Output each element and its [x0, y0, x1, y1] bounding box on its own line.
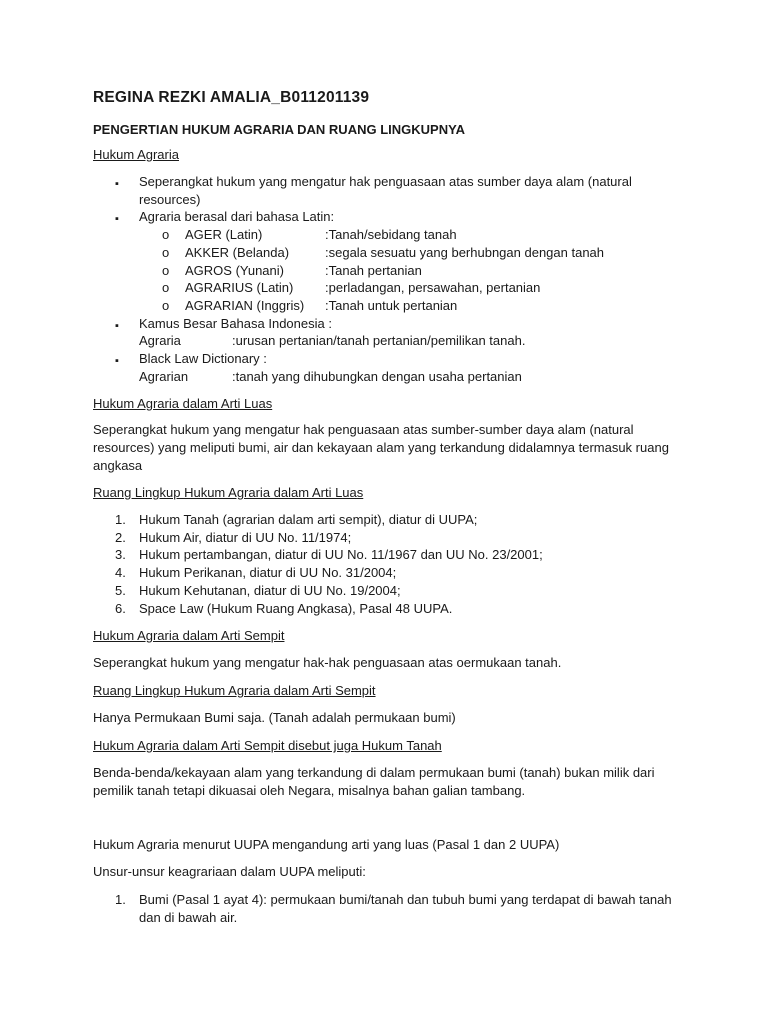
term-definition: :segala sesuatu yang berhubngan dengan tanah: [325, 245, 605, 260]
list-number: 1.: [115, 892, 126, 907]
bullet-text: Seperangkat hukum yang mengatur hak penguasaan atas sumber daya alam (natural: [139, 174, 632, 189]
kbbi-label: Kamus Besar Bahasa Indonesia :: [139, 316, 332, 331]
list-number: 6.: [115, 601, 126, 616]
paragraph-line: Seperangkat hukum yang mengatur hak-hak penguasaan atas oermukaan tanah.: [93, 655, 562, 670]
circle-bullet-icon: [162, 297, 169, 315]
section-heading-hukum-tanah: Hukum Agraria dalam Arti Sempit disebut juga Hukum Tanah: [93, 738, 442, 753]
list-number: 2.: [115, 530, 126, 545]
paragraph-line: pemilik tanah tetapi dikuasai oleh Negara, misalnya bahan galian tambang.: [93, 783, 526, 798]
term-name: AGRARIUS (Latin): [185, 280, 294, 295]
list-item: Bumi (Pasal 1 ayat 4): permukaan bumi/tanah dan tubuh bumi yang terdapat di bawah tanah: [139, 892, 672, 907]
bullet-text-continued: resources): [139, 192, 201, 207]
paragraph-line: Seperangkat hukum yang mengatur hak penguasaan atas sumber-sumber daya alam (natural: [93, 422, 634, 437]
term-definition: :Tanah/sebidang tanah: [325, 227, 457, 242]
document-subtitle: PENGERTIAN HUKUM AGRARIA DAN RUANG LINGKUPNYA: [93, 122, 465, 137]
section-heading-ruang-lingkup-luas: Ruang Lingkup Hukum Agraria dalam Arti Luas: [93, 485, 364, 500]
term-name: AGER (Latin): [185, 227, 263, 242]
section-heading-arti-sempit: Hukum Agraria dalam Arti Sempit: [93, 628, 285, 643]
document-title: REGINA REZKI AMALIA_B011201139: [93, 89, 370, 106]
black-law-term: Agrarian: [139, 369, 189, 384]
term-definition: :Tanah untuk pertanian: [325, 298, 458, 313]
paragraph-line: Hukum Agraria menurut UUPA mengandung arti yang luas (Pasal 1 dan 2 UUPA): [93, 837, 560, 852]
term-definition: :Tanah pertanian: [325, 263, 422, 278]
list-item: Space Law (Hukum Ruang Angkasa), Pasal 48 UUPA.: [139, 601, 453, 616]
kbbi-term: Agraria: [139, 333, 181, 348]
term-definition: :perladangan, persawahan, pertanian: [325, 280, 541, 295]
square-bullet-icon: [115, 175, 119, 193]
list-item: Hukum Kehutanan, diatur di UU No. 19/2004;: [139, 583, 401, 598]
list-item: Hukum Tanah (agrarian dalam arti sempit), diatur di UUPA;: [139, 512, 478, 527]
black-law-definition: :tanah yang dihubungkan dengan usaha pertanian: [232, 369, 522, 384]
list-item: Hukum Perikanan, diatur di UU No. 31/2004;: [139, 565, 397, 580]
section-heading-ruang-lingkup-sempit: Ruang Lingkup Hukum Agraria dalam Arti Sempit: [93, 683, 376, 698]
section-heading-hukum-agraria: Hukum Agraria: [93, 147, 179, 162]
term-name: AGROS (Yunani): [185, 263, 284, 278]
circle-bullet-icon: [162, 244, 169, 262]
list-item: Hukum Air, diatur di UU No. 11/1974;: [139, 530, 352, 545]
list-item: Hukum pertambangan, diatur di UU No. 11/1967 dan UU No. 23/2001;: [139, 547, 543, 562]
paragraph-line: resources) yang meliputi bumi, air dan kekayaan alam yang terkandung didalamnya termasuk ruang: [93, 440, 669, 455]
circle-bullet-icon: [162, 279, 169, 297]
circle-bullet-icon: [162, 226, 169, 244]
paragraph-line: angkasa: [93, 458, 143, 473]
list-number: 1.: [115, 512, 126, 527]
list-number: 4.: [115, 565, 126, 580]
bullet-text: Agraria berasal dari bahasa Latin:: [139, 209, 335, 224]
term-name: AKKER (Belanda): [185, 245, 290, 260]
kbbi-definition: :urusan pertanian/tanah pertanian/pemilikan tanah.: [232, 333, 526, 348]
square-bullet-icon: [115, 210, 119, 228]
section-heading-arti-luas: Hukum Agraria dalam Arti Luas: [93, 396, 273, 411]
black-law-label: Black Law Dictionary :: [139, 351, 267, 366]
list-number: 3.: [115, 547, 126, 562]
list-number: 5.: [115, 583, 126, 598]
term-name: AGRARIAN (Inggris): [185, 298, 305, 313]
paragraph-line: Unsur-unsur keagrariaan dalam UUPA meliputi:: [93, 864, 366, 879]
paragraph-line: Benda-benda/kekayaan alam yang terkandung di dalam permukaan bumi (tanah) bukan milik dari: [93, 765, 655, 780]
square-bullet-icon: [115, 317, 119, 335]
list-item-continued: dan di bawah air.: [139, 910, 238, 925]
paragraph-line: Hanya Permukaan Bumi saja. (Tanah adalah permukaan bumi): [93, 710, 456, 725]
circle-bullet-icon: [162, 262, 169, 280]
square-bullet-icon: [115, 352, 119, 370]
